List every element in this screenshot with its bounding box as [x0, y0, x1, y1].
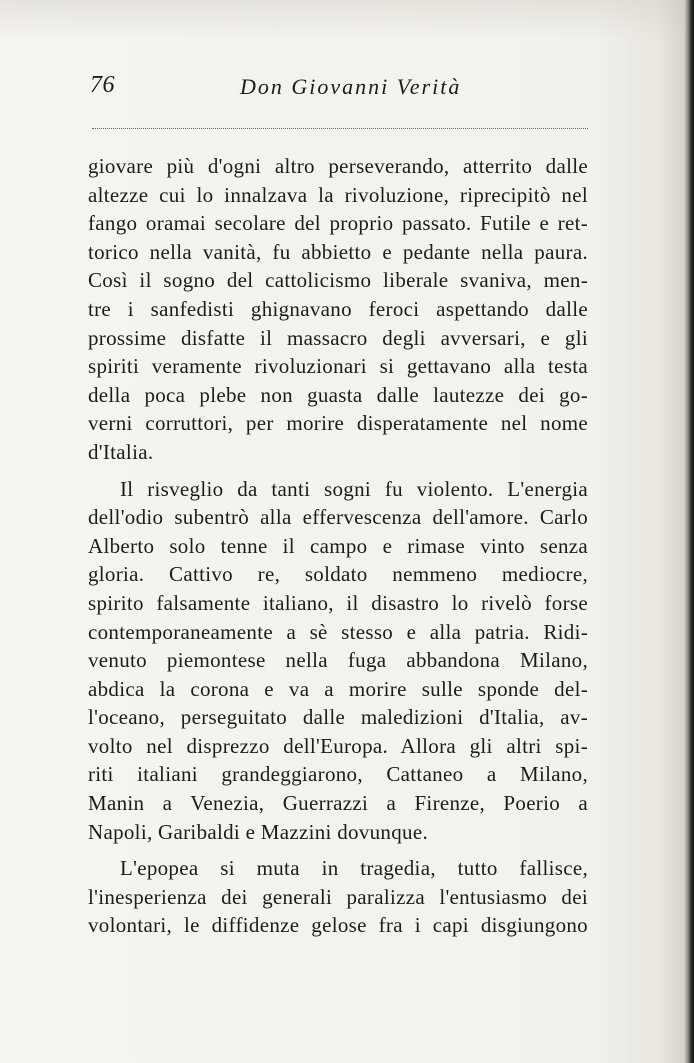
- book-spine-edge: [684, 0, 694, 1063]
- text-line: Il risveglio da tanti sogni fu violento. L'energia: [120, 476, 588, 501]
- paragraph-3: [88, 854, 588, 940]
- text-line: dell'odio subentrò alla effervescenza dell'amore. Carlo: [88, 505, 588, 530]
- text-line: volto nel disprezzo dell'Europa. Allora gli altri spi-: [88, 733, 588, 758]
- text-line: fango oramai secolare del proprio passato. Futile e ret-: [88, 211, 588, 236]
- page-shadow: [0, 0, 694, 40]
- text-line: giovare più d'ogni altro perseverando, atterrito dalle: [88, 154, 588, 178]
- text-line: l'oceano, perseguitato dalle maledizioni d'Italia, av-: [88, 705, 588, 730]
- text-line: L'epopea si muta in tragedia, tutto fallisce,: [120, 856, 588, 881]
- text-line: della poca plebe non guasta dalle lautezze dei go-: [88, 382, 588, 407]
- text-line: spirito falsamente italiano, il disastro lo rivelò forse: [88, 590, 588, 615]
- text-line: Alberto solo tenne il campo e rimase vinto senza: [88, 533, 588, 558]
- header-dotted-rule: [92, 128, 588, 129]
- text-line: verni corruttori, per morire disperatamente nel nome: [88, 411, 588, 436]
- text-line: Manin a Venezia, Guerrazzi a Firenze, Poerio a: [88, 791, 588, 816]
- text-line: volontari, le diffidenze gelose fra i capi disgiungono: [88, 913, 588, 938]
- running-title: Don Giovanni Verità: [240, 74, 462, 99]
- page-number: 76: [90, 72, 115, 98]
- body-text: [88, 152, 588, 940]
- paragraph-1: [88, 152, 588, 467]
- text-line: contemporaneamente a sè stesso e alla patria. Ridi-: [88, 619, 588, 644]
- text-line: l'inesperienza dei generali paralizza l'entusiasmo dei: [88, 884, 588, 909]
- text-line: riti italiani grandeggiarono, Cattaneo a Milano,: [88, 762, 588, 787]
- text-line: prossime disfatte il massacro degli avversari, e gli: [88, 325, 588, 350]
- text-line: Così il sogno del cattolicismo liberale svaniva, men-: [88, 268, 588, 293]
- paragraph-2: [88, 475, 588, 847]
- text-line: tre i sanfedisti ghignavano feroci aspettando dalle: [88, 296, 588, 321]
- text-line: venuto piemontese nella fuga abbandona Milano,: [88, 648, 588, 673]
- text-line: spiriti veramente rivoluzionari si gettavano alla testa: [88, 354, 588, 379]
- text-line: d'Italia.: [88, 439, 154, 464]
- text-line: abdica la corona e va a morire sulle sponde del-: [88, 676, 588, 701]
- text-line: gloria. Cattivo re, soldato nemmeno mediocre,: [88, 562, 588, 587]
- text-line: altezze cui lo innalzava la rivoluzione, riprecipitò nel: [88, 182, 588, 207]
- text-line: torico nella vanità, fu abbietto e pedante nella paura.: [88, 239, 588, 264]
- text-line: Napoli, Garibaldi e Mazzini dovunque.: [88, 819, 429, 844]
